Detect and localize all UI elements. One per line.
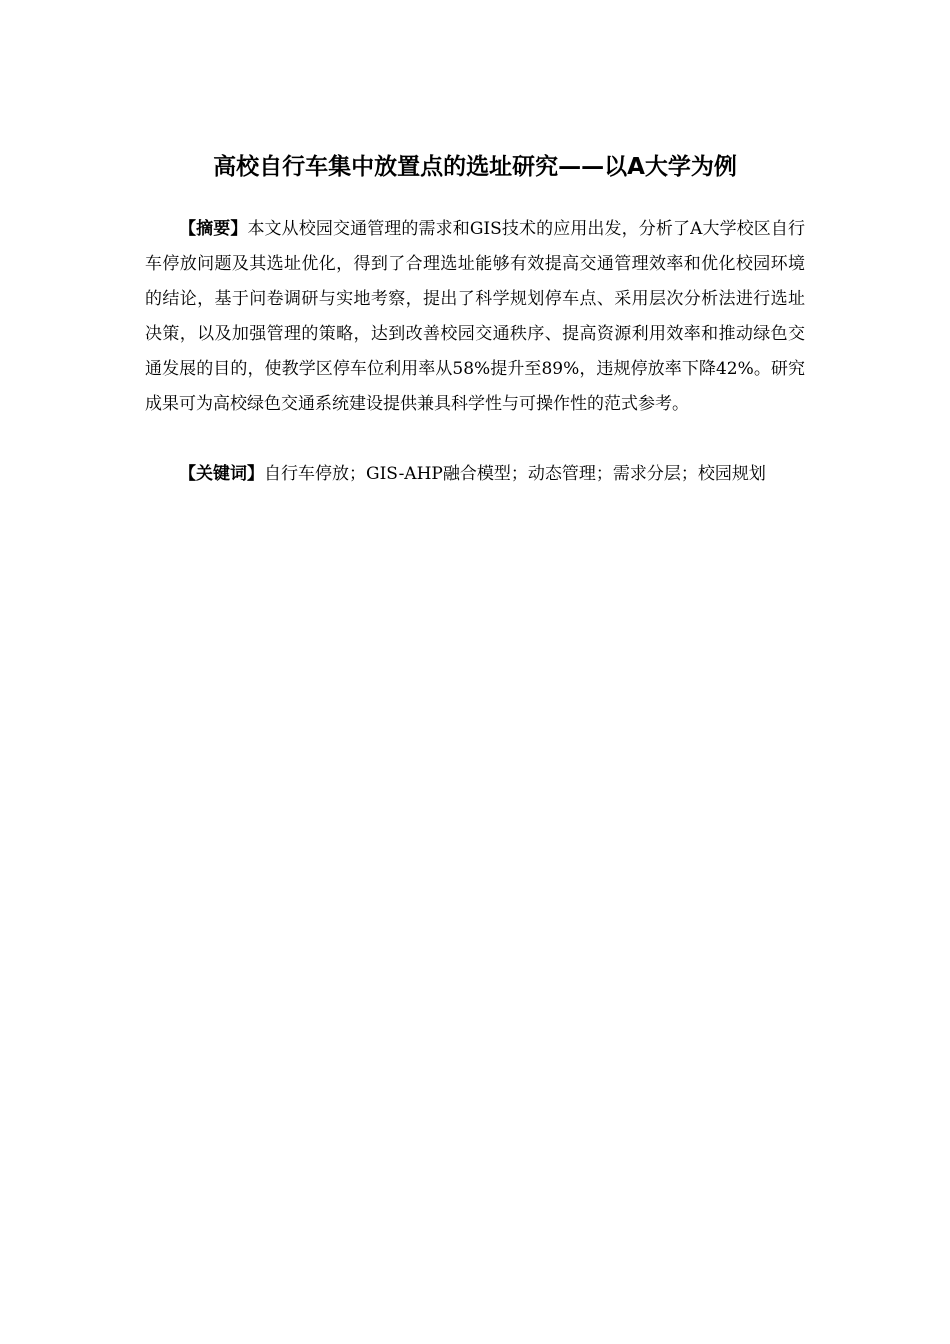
abstract-label: 【摘要】 bbox=[179, 219, 248, 239]
keywords-paragraph bbox=[145, 457, 805, 492]
paper-page bbox=[145, 145, 805, 492]
paper-title: 高校自行车集中放置点的选址研究——以A大学为例 bbox=[213, 154, 737, 180]
keywords-label: 【关键词】 bbox=[179, 464, 264, 484]
abstract-paragraph bbox=[145, 212, 805, 422]
keywords-text: 自行车停放；GIS-AHP融合模型；动态管理；需求分层；校园规划 bbox=[264, 464, 766, 484]
abstract-text: 本文从校园交通管理的需求和GIS技术的应用出发，分析了A大学校区自行车停放问题及其选址优化，得到了合理选址能够有效提高交通管理效率和优化校园环境的结论，基于问卷调研与实地考察，提出了科学规划停车点、采用层次分析法进行选址决策，以及加强管理的策略，达到改善校园交通秩序、提高资源利用效率和推动绿色交通发展的目的，使教学区停车位利用率从58%提升至89%，违规停放率下降42%。研究成果可为高校绿色交通系统建设提供兼具科学性与可操作性的范式参考。 bbox=[145, 219, 806, 414]
